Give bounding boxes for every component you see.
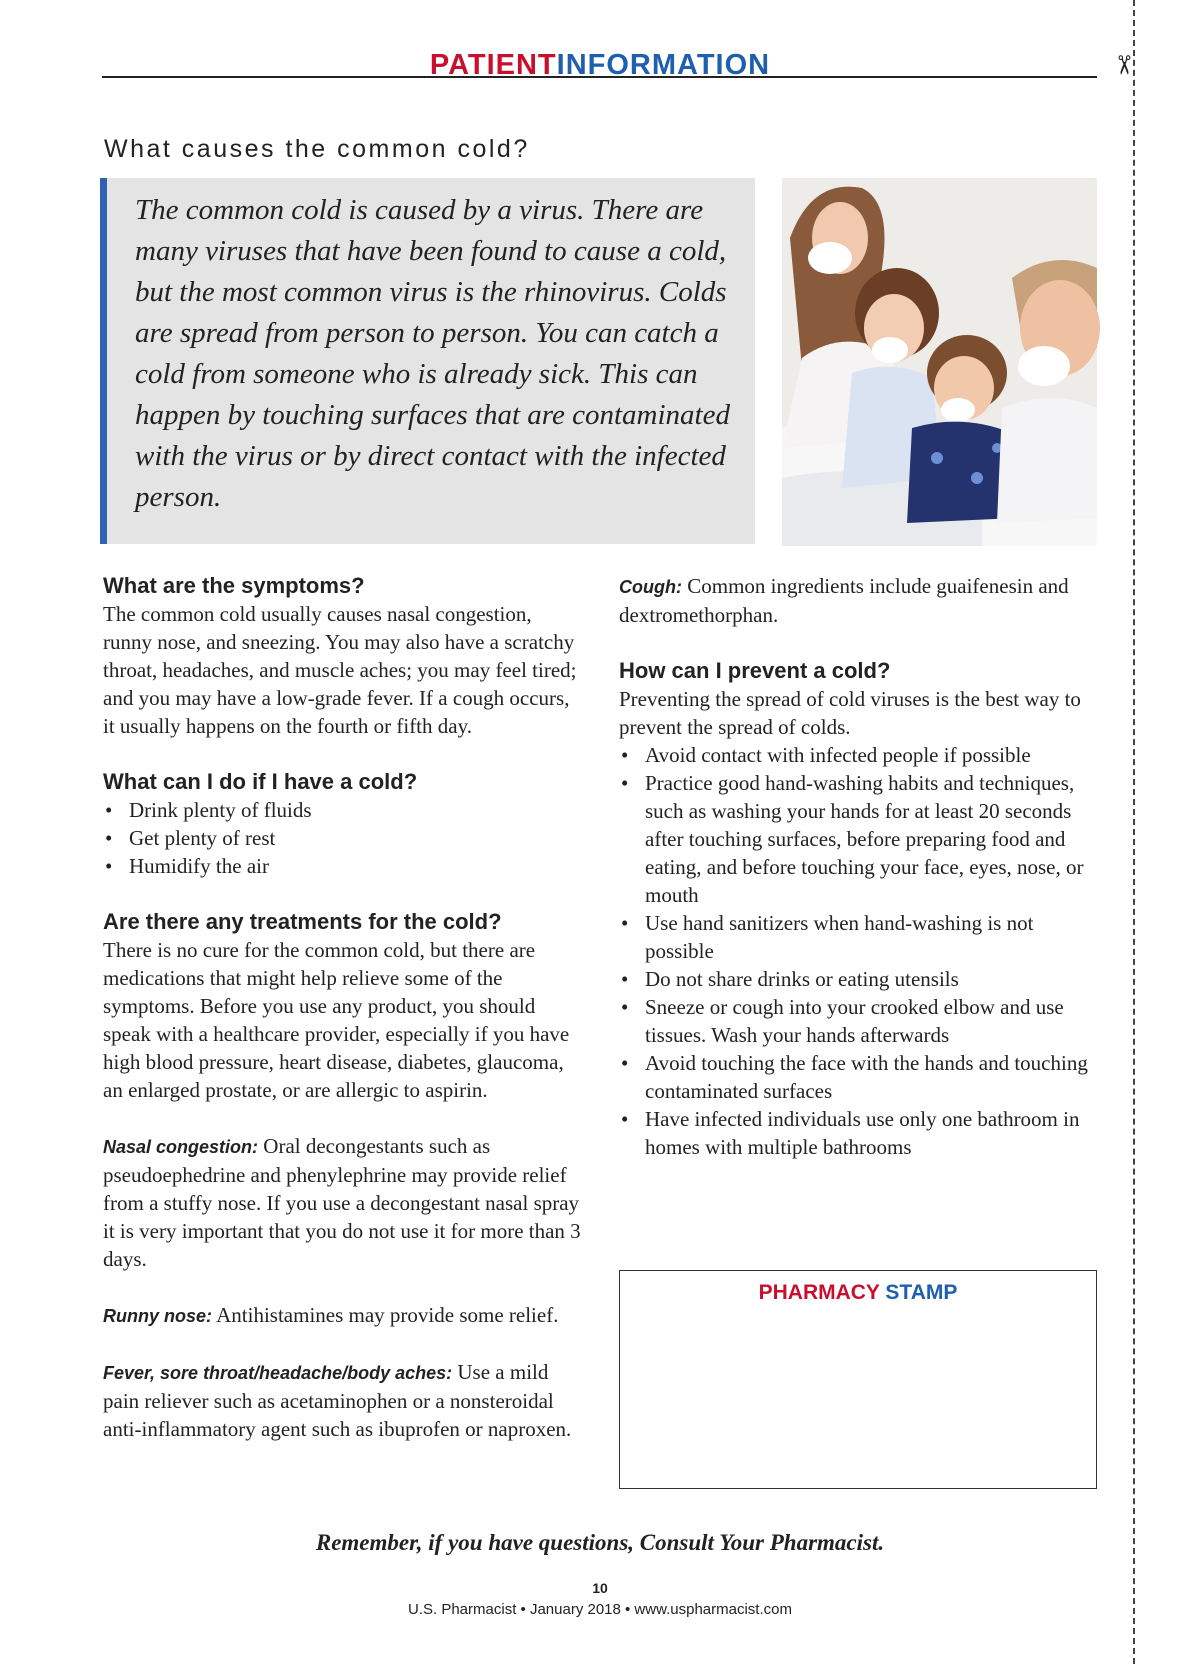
header-title-patient: PATIENT bbox=[429, 49, 557, 81]
pharmacy-stamp-box bbox=[619, 1270, 1097, 1489]
cough-text: Common ingredients include guaifenesin and dextromethorphan. bbox=[619, 574, 1069, 627]
page-number: 10 bbox=[592, 1580, 608, 1596]
list-item: • Do not share drinks or eating utensils bbox=[619, 965, 1099, 993]
nasal-congestion-paragraph bbox=[103, 1132, 583, 1273]
treatments-heading: Are there any treatments for the cold? bbox=[103, 909, 502, 934]
remember-note: Remember, if you have questions, Consult Your Pharmacist. bbox=[315, 1530, 885, 1555]
symptoms-body: The common cold usually causes nasal congestion, runny nose, and sneezing. You may also have a scratchy throat, headaches, and muscle aches; you may feel tired; and you may have a low-grade fever. If a cough occurs, it usually happens on the fourth or fifth day. bbox=[103, 602, 577, 738]
list-item: • Get plenty of rest bbox=[103, 824, 583, 852]
cut-line bbox=[1133, 0, 1135, 1664]
photo-illustration bbox=[782, 178, 1097, 546]
what-to-do-list bbox=[103, 796, 583, 880]
runny-nose-text: Antihistamines may provide some relief. bbox=[212, 1303, 559, 1327]
fever-paragraph bbox=[103, 1358, 583, 1443]
cough-paragraph bbox=[619, 572, 1099, 629]
nasal-congestion-text: Oral decongestants such as pseudoephedrine and phenylephrine may provide relief from a stuffy nose. If you use a decongestant nasal spray it is very important that you do not use it for more than 3 days. bbox=[103, 1134, 581, 1271]
list-item: • Sneeze or cough into your crooked elbow and use tissues. Wash your hands afterwards bbox=[619, 993, 1099, 1049]
cough-label: Cough: bbox=[619, 577, 682, 597]
right-column bbox=[619, 572, 1099, 1161]
list-item: • Avoid touching the face with the hands and touching contaminated surfaces bbox=[619, 1049, 1099, 1105]
list-item: • Humidify the air bbox=[103, 852, 583, 880]
photo-credit: / Jobsonhealthcare bbox=[1093, 538, 1105, 631]
runny-nose-paragraph bbox=[103, 1301, 583, 1330]
prevent-body: Preventing the spread of cold viruses is the best way to prevent the spread of colds. bbox=[619, 687, 1081, 739]
intro-text: The common cold is caused by a virus. There are many viruses that have been found to cause a cold, but the most common virus is the rhinovirus. Colds are spread from person to person. You can catch a cold from someone who is already sick. This can happen by touching surfaces that are contaminated with the virus or by direct contact with the infected person. bbox=[135, 194, 730, 513]
list-item: • Use hand sanitizers when hand-washing is not possible bbox=[619, 909, 1099, 965]
scissors-icon: ✂ bbox=[1107, 54, 1138, 76]
list-item: • Avoid contact with infected people if possible bbox=[619, 741, 1099, 769]
main-question-heading: What causes the common cold? bbox=[104, 135, 530, 163]
fever-text: Use a mild pain reliever such as acetaminophen or a nonsteroidal anti-inflammatory agent such as ibuprofen or naproxen. bbox=[103, 1360, 572, 1441]
treatments-body: There is no cure for the common cold, but there are medications that might help relieve some of the symptoms. Before you use any product, you should speak with a healthcare provider, especially if you have high blood pressure, heart disease, diabetes, glaucoma, an enlarged prostate, or are allergic to aspirin. bbox=[103, 938, 570, 1102]
list-item: • Practice good hand-washing habits and techniques, such as washing your hands for at least 20 seconds after touching surfaces, before preparing food and eating, and before touching your face, eyes, nose, or mouth bbox=[619, 769, 1099, 909]
header-rule bbox=[102, 76, 1097, 78]
stamp-title-stamp: STAMP bbox=[885, 1281, 958, 1304]
prevent-heading: How can I prevent a cold? bbox=[619, 658, 891, 683]
what-to-do-heading: What can I do if I have a cold? bbox=[103, 769, 418, 794]
list-item: • Have infected individuals use only one bathroom in homes with multiple bathrooms bbox=[619, 1105, 1099, 1161]
fever-label: Fever, sore throat/headache/body aches: bbox=[103, 1363, 453, 1383]
header-title-information: INFORMATION bbox=[556, 49, 771, 81]
stamp-title-pharmacy: PHARMACY bbox=[758, 1281, 880, 1304]
runny-nose-label: Runny nose: bbox=[103, 1306, 213, 1326]
pharmacy-stamp-title bbox=[620, 1281, 1096, 1305]
left-column bbox=[103, 572, 583, 1443]
nasal-congestion-label: Nasal congestion: bbox=[103, 1137, 259, 1157]
list-item: • Drink plenty of fluids bbox=[103, 796, 583, 824]
symptoms-heading: What are the symptoms? bbox=[103, 573, 365, 598]
page-footer: U.S. Pharmacist • January 2018 • www.uspharmacist.com bbox=[408, 1601, 792, 1618]
intro-callout bbox=[100, 178, 755, 544]
prevent-list bbox=[619, 741, 1099, 1161]
